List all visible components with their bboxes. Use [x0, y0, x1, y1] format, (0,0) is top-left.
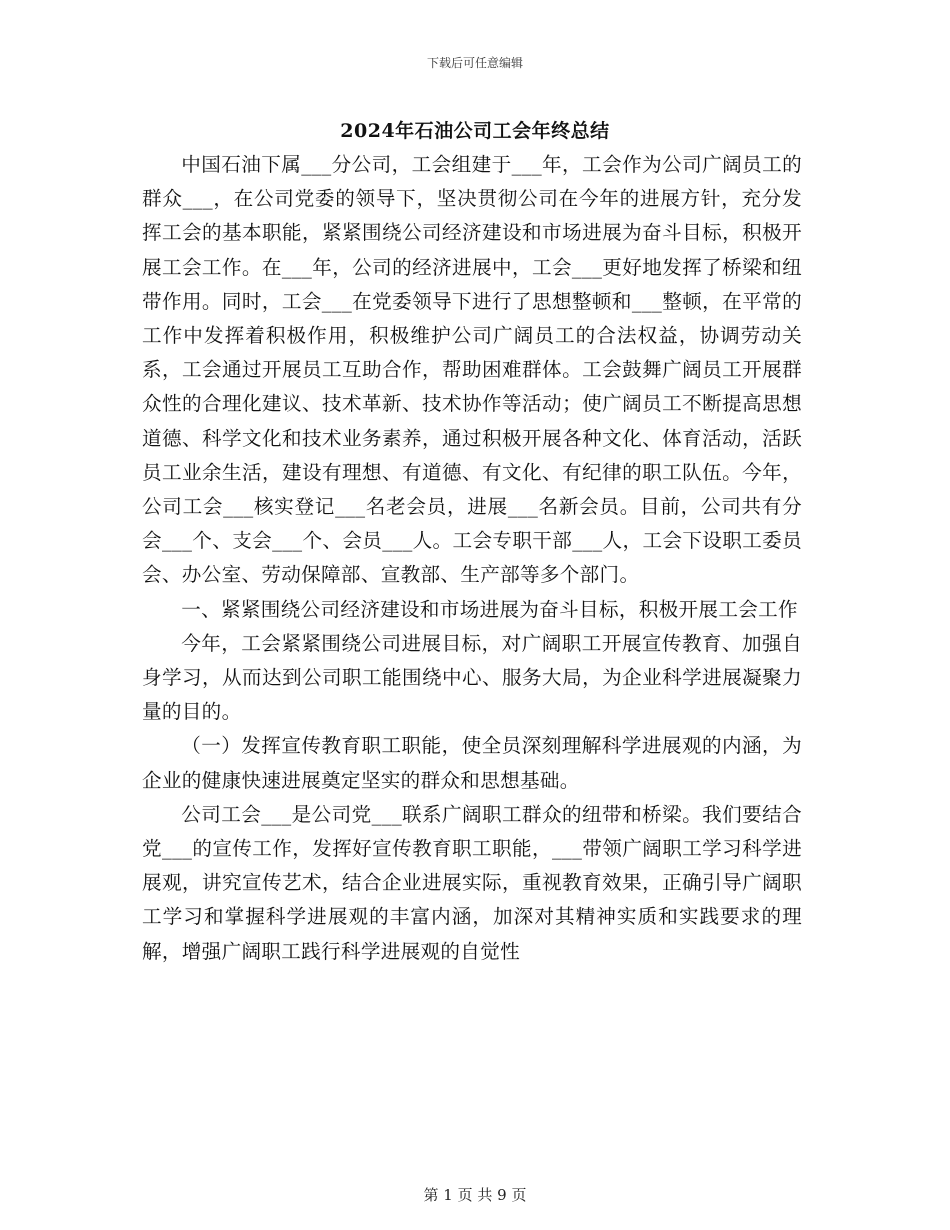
page-indicator: 第 1 页 共 9 页	[423, 1186, 527, 1204]
header-note: 下载后可任意编辑	[426, 56, 523, 70]
paragraph-intro: 中国石油下属___分公司，工会组建于___年，工会作为公司广阔员工的群众___，在公司党委的领导下，坚决贯彻公司在今年的进展方针，充分发挥工会的基本职能，紧紧围绕公司经济建设和市场进展为奋斗目标，积极开展工会工作。在___年，公司的经济进展中，工会___更好地发挥了桥梁和纽带作用。同时，工会___在党委领导下进行了思想整顿和___整顿，在平常的工作中发挥着积极作用，积极维护公司广阔员工的合法权益，协调劳动关系，工会通过开展员工互助合作，帮助困难群体。工会鼓舞广阔员工开展群众性的合理化建议、技术革新、技术协作等活动；使广阔员工不断提高思想道德、科学文化和技术业务素养，通过积极开展各种文化、体育活动，活跃员工业余生活，建设有理想、有道德、有文化、有纪律的职工队伍。今年，公司工会___核实登记___名老会员，进展___名新会员。目前，公司共有分会___个、支会___个、会员___人。工会专职干部___人，工会下设职工委员会、办公室、劳动保障部、宣教部、生产部等多个部门。	[142, 153, 802, 587]
document-body	[142, 148, 802, 969]
document-title: 2024年石油公司工会年终总结	[340, 120, 610, 142]
paragraph-subsection-1: 公司工会___是公司党___联系广阔职工群众的纽带和桥梁。我们要结合党___的宣传工作，发挥好宣传教育职工职能，___带领广阔职工学习科学进展观，讲究宣传艺术，结合企业进展实际，重视教育效果，正确引导广阔职工学习和掌握科学进展观的丰富内涵，加深对其精神实质和实践要求的理解，增强广阔职工践行科学进展观的自觉性	[142, 802, 802, 963]
subsection-heading-1: （一）发挥宣传教育职工职能，使全员深刻理解科学进展观的内涵，为企业的健康快速进展奠定坚实的群众和思想基础。	[142, 734, 802, 792]
paragraph-section-1: 今年，工会紧紧围绕公司进展目标，对广阔职工开展宣传教育、加强自身学习，从而达到公司职工能围绕中心、服务大局，为企业科学进展凝聚力量的目的。	[142, 631, 802, 724]
section-heading-1: 一、紧紧围绕公司经济建设和市场进展为奋斗目标，积极开展工会工作	[181, 597, 798, 621]
